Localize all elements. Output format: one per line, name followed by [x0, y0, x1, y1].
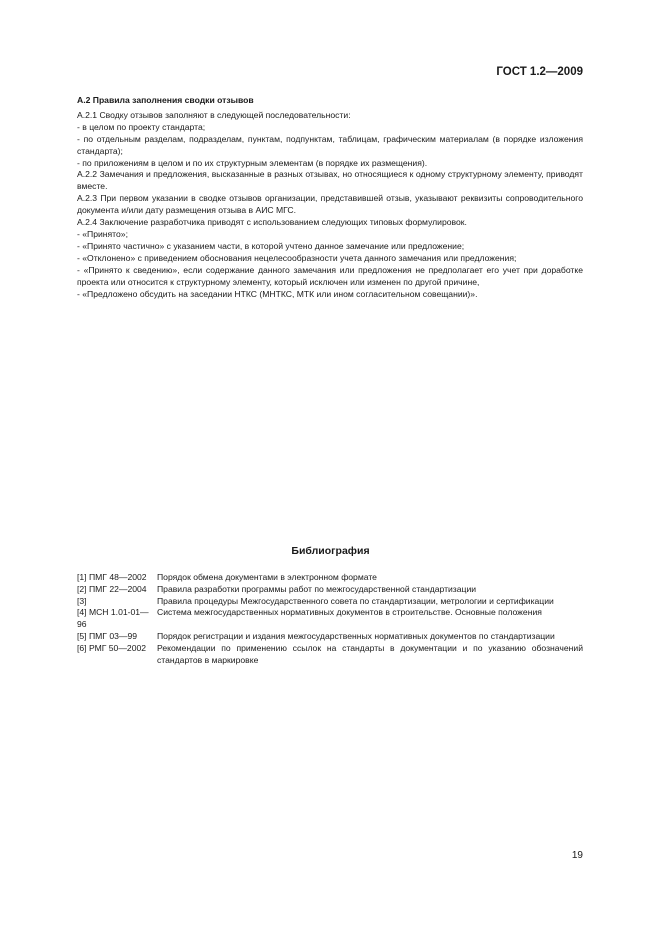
bibliography-text: Порядок регистрации и издания межгосударственных нормативных документов по стандартизации: [157, 630, 555, 641]
bibliography-title: Библиография: [291, 545, 370, 557]
bibliography-text: Порядок обмена документами в электронном формате: [157, 572, 377, 582]
section-body: [77, 110, 583, 301]
bibliography-entry: [77, 596, 583, 608]
bibliography-text: Правила разработки программы работ по межгосударственной стандартизации: [157, 583, 477, 594]
section-paragraph: А.2.3 При первом указании в сводке отзывов организации, представившей отзыв, указывают реквизиты сопроводительного документа и/или дату размещения отзыва в АИС МГС.: [77, 193, 583, 216]
section-title: А.2 Правила заполнения сводки отзывов: [77, 95, 254, 105]
bibliography-entry: [77, 584, 583, 596]
section-paragraph: - по отдельным разделам, подразделам, пунктам, подпунктам, таблицам, графическим материалам (в порядке изложения стандарта);: [77, 133, 583, 156]
section-paragraph: А.2.1 Сводку отзывов заполняют в следующей последовательности:: [77, 109, 351, 120]
section-paragraph: - «Принято к сведению», если содержание данного замечания или предложения не предполагает его учет при доработке проекта или относится к структурному элементу, который исключен или изменен по другой причине,: [77, 264, 583, 287]
bibliography-entry: [77, 607, 583, 631]
bibliography-entry: [77, 631, 583, 643]
bibliography-text: Рекомендации по применению ссылок на стандарты в документации и по указанию обозначений стандартов в маркировке: [157, 642, 583, 665]
section-paragraph: А.2.4 Заключение разработчика приводят с использованием следующих типовых формулировок.: [77, 217, 467, 228]
page-number: 19: [571, 850, 583, 861]
bibliography-code: [2] ПМГ 22—2004: [77, 583, 147, 594]
section-paragraph: - «Принято частично» с указанием части, в которой учтено данное замечание или предложение;: [77, 240, 465, 251]
bibliography-code: [1] ПМГ 48—2002: [77, 572, 147, 582]
bibliography-list: [77, 572, 583, 666]
bibliography-entry: [77, 572, 583, 584]
document-header: ГОСТ 1.2—2009: [496, 66, 583, 78]
bibliography-code: [6] РМГ 50—2002: [77, 642, 147, 653]
section-paragraph: - «Отклонено» с приведением обоснования нецелесообразности учета данного замечания или предложения;: [77, 252, 517, 263]
bibliography-code: [3]: [77, 595, 87, 606]
bibliography-code: [4] МСН 1.01-01—96: [77, 607, 149, 630]
section-paragraph: - по приложениям в целом и по их структурным элементам (в порядке их размещения).: [77, 157, 428, 168]
section-paragraph: - «Принято»;: [77, 228, 128, 239]
section-paragraph: - «Предложено обсудить на заседании НТКС (МНТКС, МТК или ином согласительном совещании)».: [77, 288, 478, 299]
bibliography-entry: [77, 643, 583, 667]
bibliography-text: Система межгосударственных нормативных документов в строительстве. Основные положения: [157, 607, 542, 618]
section-a2: [77, 95, 583, 300]
section-paragraph: - в целом по проекту стандарта;: [77, 121, 206, 132]
bibliography-text: Правила процедуры Межгосударственного совета по стандартизации, метрологии и сертификации: [157, 595, 554, 606]
section-paragraph: А.2.2 Замечания и предложения, высказанные в разных отзывах, но относящиеся к одному структурному элементу, приводят вместе.: [77, 169, 583, 192]
bibliography-code: [5] ПМГ 03—99: [77, 630, 138, 641]
